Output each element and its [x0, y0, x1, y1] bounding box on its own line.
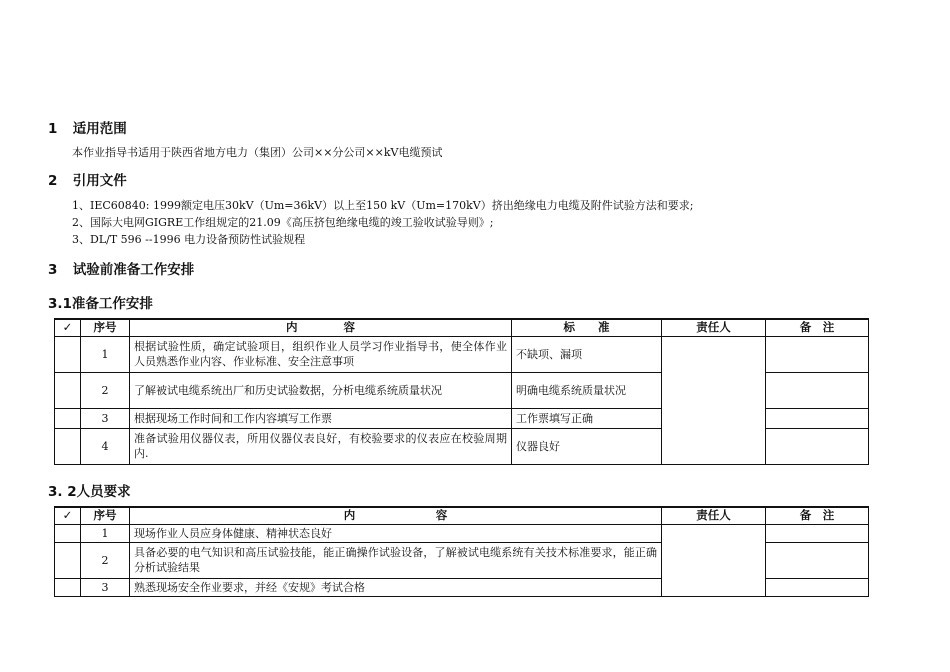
- remark-cell[interactable]: [766, 542, 869, 578]
- seq-cell: 1: [81, 524, 130, 542]
- content-cell: 现场作业人员应身体健康、精神状态良好: [130, 524, 662, 542]
- section-3-title: 试验前准备工作安排: [72, 262, 195, 278]
- standard-cell: 工作票填写正确: [512, 408, 662, 428]
- owner-column-header: 责任人: [662, 507, 766, 524]
- content-cell: 了解被试电缆系统出厂和历史试验数据，分析电缆系统质量状况: [130, 372, 512, 408]
- table-header-row: [55, 319, 869, 336]
- remark-cell[interactable]: [766, 428, 869, 464]
- check-column-header: ✓: [55, 507, 81, 524]
- remark-cell[interactable]: [766, 408, 869, 428]
- owner-column-header: 责任人: [662, 319, 766, 336]
- owner-cell[interactable]: [662, 336, 766, 464]
- seq-cell: 2: [81, 542, 130, 578]
- content-cell: 根据试验性质，确定试验项目，组织作业人员学习作业指导书，使全体作业人员熟悉作业内容、作业标准、安全注意事项: [130, 336, 512, 372]
- section-2-title: 引用文件: [72, 173, 127, 189]
- reference-item-3: 3、DL/T 596 --1996 电力设备预防性试验规程: [72, 233, 306, 246]
- content-cell: 具备必要的电气知识和高压试验技能，能正确操作试验设备，了解被试电缆系统有关技术标准要求，能正确分析试验结果: [130, 542, 662, 578]
- check-cell[interactable]: [55, 524, 81, 542]
- personnel-table: [54, 506, 869, 597]
- remark-column-header: 备 注: [766, 319, 869, 336]
- remark-column-header: 备 注: [766, 507, 869, 524]
- standard-column-header: 标 准: [512, 319, 662, 336]
- remark-cell[interactable]: [766, 372, 869, 408]
- preparation-table: [54, 318, 869, 465]
- check-column-header: ✓: [55, 319, 81, 336]
- table-2-heading: 3. 2人员要求: [48, 484, 131, 500]
- table-header-row: [55, 507, 869, 524]
- remark-cell[interactable]: [766, 578, 869, 596]
- table-row: [55, 336, 869, 372]
- standard-cell: 明确电缆系统质量状况: [512, 372, 662, 408]
- content-cell: 准备试验用仪器仪表，所用仪器仪表良好，有校验要求的仪表应在校验周期内.: [130, 428, 512, 464]
- seq-cell: 1: [81, 336, 130, 372]
- standard-cell: 不缺项、漏项: [512, 336, 662, 372]
- remark-cell[interactable]: [766, 336, 869, 372]
- content-column-header: 内 容: [130, 507, 662, 524]
- reference-item-1: 1、IEC60840: 1999额定电压30kV（Um=36kV）以上至150 kV（Um=170kV）挤出绝缘电力电缆及附件试验方法和要求;: [72, 199, 694, 212]
- seq-column-header: 序号: [81, 507, 130, 524]
- seq-cell: 3: [81, 408, 130, 428]
- seq-cell: 2: [81, 372, 130, 408]
- section-3-heading: [48, 258, 194, 278]
- seq-column-header: 序号: [81, 319, 130, 336]
- section-1-title: 适用范围: [72, 121, 127, 137]
- content-cell: 根据现场工作时间和工作内容填写工作票: [130, 408, 512, 428]
- seq-cell: 4: [81, 428, 130, 464]
- seq-cell: 3: [81, 578, 130, 596]
- content-column-header: 内 容: [130, 319, 512, 336]
- section-1-number: 1: [48, 121, 58, 137]
- standard-cell: 仪器良好: [512, 428, 662, 464]
- section-3-number: 3: [48, 262, 58, 278]
- table-row: [55, 524, 869, 542]
- content-cell: 熟悉现场安全作业要求，并经《安规》考试合格: [130, 578, 662, 596]
- table-1-heading: 3.1准备工作安排: [48, 296, 153, 312]
- reference-item-2: 2、国际大电网GIGRE工作组规定的21.09《高压挤包绝缘电缆的竣工验收试验导则》;: [72, 216, 494, 229]
- owner-cell[interactable]: [662, 524, 766, 596]
- remark-cell[interactable]: [766, 524, 869, 542]
- check-cell[interactable]: [55, 428, 81, 464]
- section-2-heading: [48, 169, 127, 189]
- section-1-body: 本作业指导书适用于陕西省地方电力（集团）公司××分公司××kV电缆预试: [72, 146, 443, 159]
- check-cell[interactable]: [55, 336, 81, 372]
- check-cell[interactable]: [55, 578, 81, 596]
- check-cell[interactable]: [55, 542, 81, 578]
- section-2-number: 2: [48, 173, 58, 189]
- check-cell[interactable]: [55, 408, 81, 428]
- check-cell[interactable]: [55, 372, 81, 408]
- section-1-heading: [48, 117, 127, 137]
